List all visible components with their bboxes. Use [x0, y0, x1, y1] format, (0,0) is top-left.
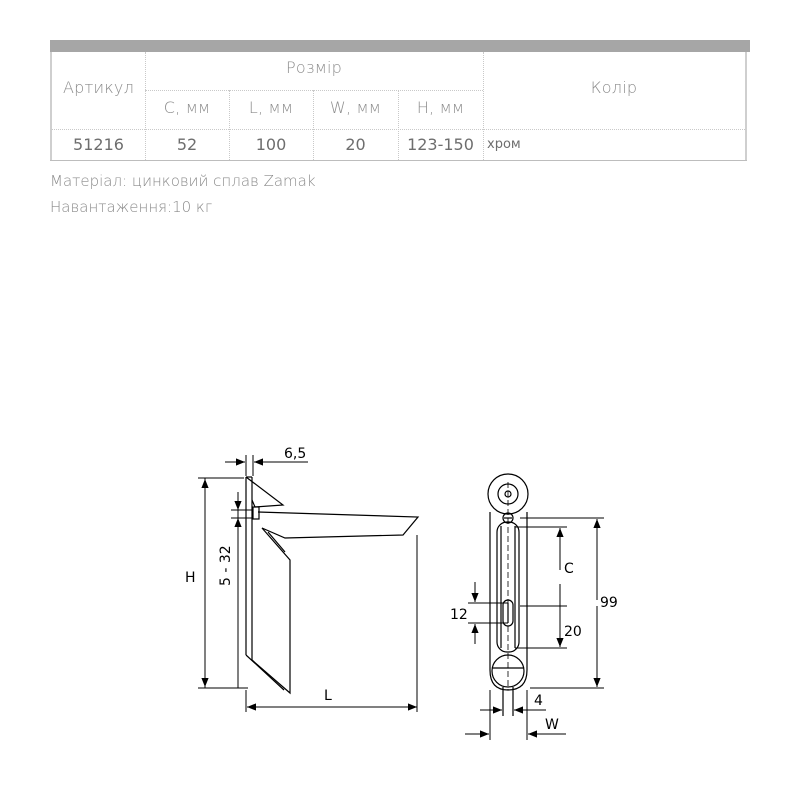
- dim-label-4: 4: [534, 693, 543, 709]
- front-view: [488, 474, 528, 716]
- header-article: Артикул: [62, 78, 135, 97]
- header-c: C, мм: [163, 98, 211, 117]
- material-text: Матеріал: цинковий сплав Zamak: [50, 172, 316, 190]
- cell-c: 52: [176, 135, 198, 154]
- header-l: L, мм: [248, 98, 294, 117]
- side-view: [246, 477, 418, 693]
- dim-label-5-32: 5 - 32: [218, 545, 234, 586]
- dim-label-12: 12: [450, 607, 468, 623]
- dim-label-99: 99: [600, 595, 618, 611]
- load-text: Навантаження:10 кг: [50, 198, 213, 216]
- dim-label-w: W: [545, 717, 559, 733]
- cell-l: 100: [255, 135, 287, 154]
- header-w: W, мм: [329, 98, 382, 117]
- cell-h: 123-150: [407, 135, 474, 154]
- header-h: H, мм: [416, 98, 465, 117]
- cell-article: 51216: [73, 135, 124, 154]
- dim-label-l: L: [324, 688, 332, 704]
- header-size-group: Розмір: [286, 58, 342, 77]
- dim-label-6-5: 6,5: [284, 446, 307, 462]
- cell-color: хром: [487, 137, 521, 152]
- cell-w: 20: [345, 135, 366, 154]
- dim-label-h: H: [185, 570, 196, 586]
- dim-label-20: 20: [564, 624, 582, 640]
- dim-label-c: C: [564, 561, 574, 577]
- header-color: Колір: [590, 78, 638, 97]
